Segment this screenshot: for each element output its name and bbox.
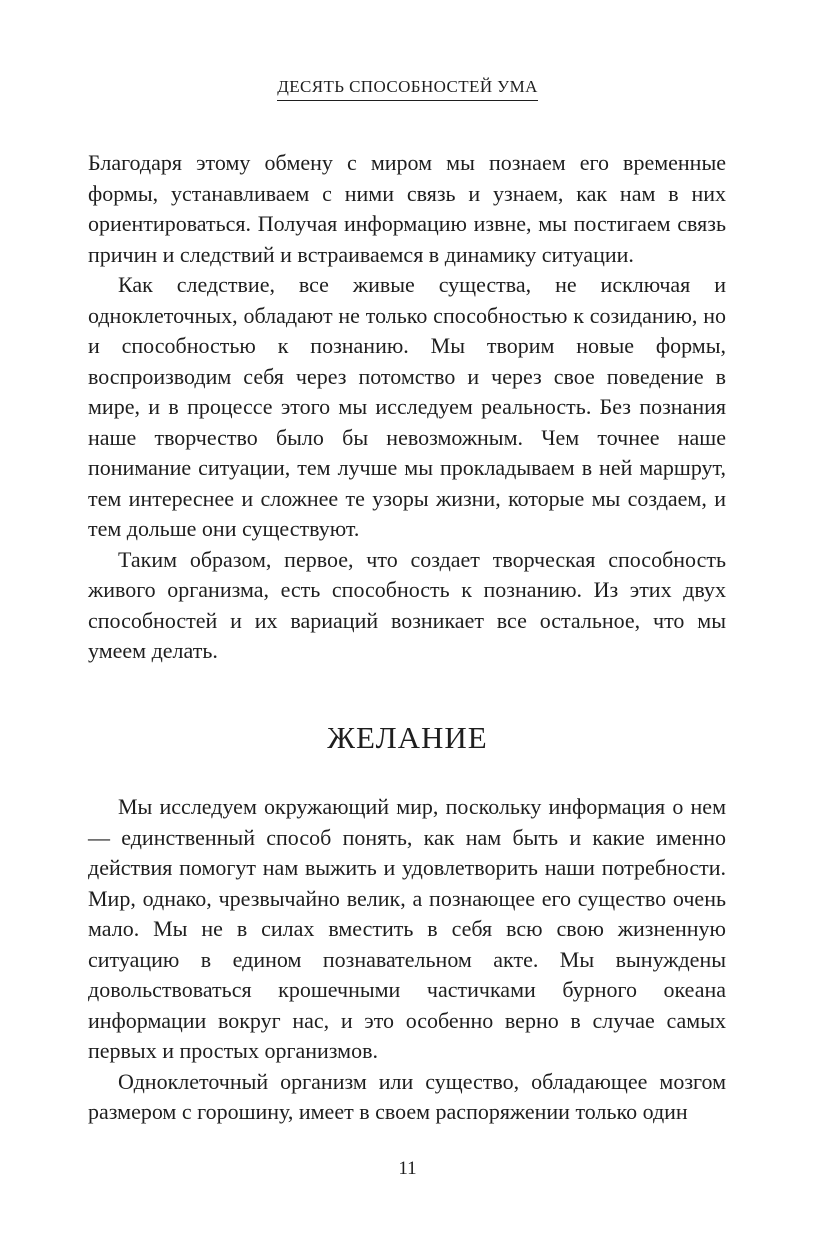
running-header bbox=[0, 76, 815, 101]
running-title: ДЕСЯТЬ СПОСОБНОСТЕЙ УМА bbox=[277, 76, 538, 101]
paragraph: Мы исследуем окружающий мир, поскольку информация о нем — единственный способ понять, как нам быть и какие именно действия помогут нам выжить и удовлетворить наши потребности. Мир, однако, чрезвычайно велик, а познающее его существо очень мало. Мы не в силах вместить в себя всю свою жизненную ситуацию в едином познавательном акте. Мы вынуждены довольствоваться крошечными частичками бурного океана информации вокруг нас, и это особенно верно в случае самых первых и простых организмов. bbox=[88, 794, 726, 1063]
paragraph: Благодаря этому обмену с миром мы познаем его временные формы, устанавливаем с ними связь и узнаем, как нам в них ориентироваться. Получая информацию извне, мы постигаем связь причин и следствий и встраиваемся в динамику ситуации. bbox=[88, 150, 726, 267]
section-text-block bbox=[88, 792, 726, 1128]
intro-text-block bbox=[88, 148, 726, 667]
paragraph: Как следствие, все живые существа, не исключая и одноклеточных, обладают не только способностью к созиданию, но и способностью к познанию. Мы творим новые формы, воспроизводим себя через потомство и через свое поведение в мире, и в процессе этого мы исследуем реальность. Без познания наше творчество было бы невозможным. Чем точнее наше понимание ситуации, тем лучше мы прокладываем в ней маршрут, тем интереснее и сложнее те узоры жизни, которые мы создаем, и тем дольше они существуют. bbox=[88, 272, 726, 541]
section-title: ЖЕЛАНИЕ bbox=[327, 720, 488, 755]
paragraph: Таким образом, первое, что создает творческая способность живого организма, есть способность к познанию. Из этих двух способностей и их вариаций возникает все остальное, что мы умеем делать. bbox=[88, 546, 726, 663]
paragraph: Одноклеточный организм или существо, обладающее мозгом размером с горошину, имеет в своем распоряжении только один bbox=[88, 1068, 726, 1124]
page-number: 11 bbox=[398, 1158, 417, 1179]
